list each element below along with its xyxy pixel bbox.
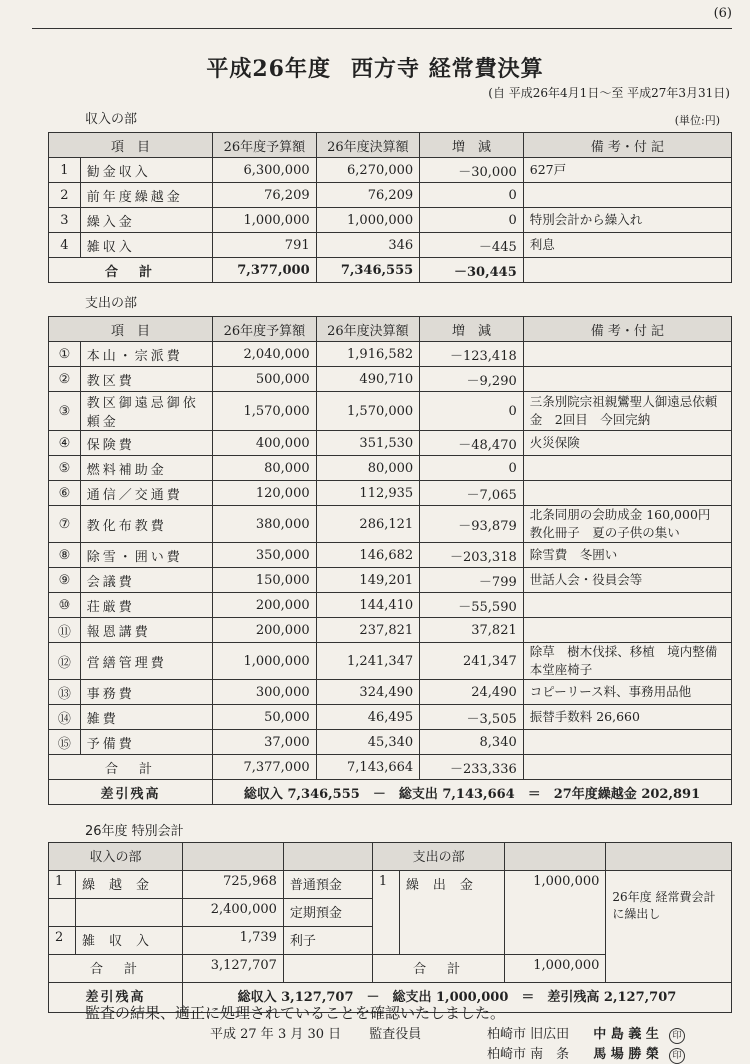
row-diff: －93,879 — [420, 506, 524, 543]
row-budget: 1,570,000 — [213, 392, 317, 431]
sp-income-row: 2 雑収入 1,739 利子 — [49, 927, 732, 955]
table-row — [49, 367, 732, 392]
auditor-signature: 柏崎市 南 条 馬 場 勝 榮 印 — [487, 1043, 685, 1064]
total-label: 合 計 — [49, 258, 213, 283]
table-row — [49, 481, 732, 506]
row-number: ② — [49, 367, 81, 392]
seal-icon: 印 — [669, 1048, 685, 1064]
income-table — [48, 132, 732, 283]
sp-income-row: 2,400,000 定期預金 — [49, 899, 732, 927]
row-note: 世話人会・役員会等 — [523, 568, 731, 593]
row-diff: 0 — [420, 208, 524, 233]
row-item: 荘厳費 — [80, 593, 212, 618]
income-total-row — [49, 258, 732, 283]
sp-total-row: 合 計 3,127,707 合 計 1,000,000 — [49, 955, 732, 983]
row-actual: 286,121 — [316, 506, 420, 543]
table-row — [49, 543, 732, 568]
row-budget: 6,300,000 — [213, 158, 317, 183]
col-diff: 増 減 — [420, 133, 524, 158]
table-row — [49, 506, 732, 543]
special-heading: 26年度 特別会計 — [85, 824, 184, 839]
row-actual: 76,209 — [316, 183, 420, 208]
fiscal-period: (自 平成26年4月1日～至 平成27年3月31日) — [488, 86, 730, 100]
row-budget: 1,000,000 — [213, 208, 317, 233]
table-row — [49, 643, 732, 680]
row-diff: －9,290 — [420, 367, 524, 392]
row-diff: －30,000 — [420, 158, 524, 183]
row-number: ① — [49, 342, 81, 367]
row-number: ③ — [49, 392, 81, 431]
row-actual: 45,340 — [316, 730, 420, 755]
row-diff: －55,590 — [420, 593, 524, 618]
row-actual: 1,916,582 — [316, 342, 420, 367]
row-diff: 37,821 — [420, 618, 524, 643]
col-item: 項 目 — [49, 133, 213, 158]
row-number: ⑫ — [49, 643, 81, 680]
title-fiscal-year: 平成26年度 — [206, 56, 331, 82]
sp-income-header: 収入の部 — [49, 843, 183, 871]
table-row — [49, 431, 732, 456]
row-note — [523, 367, 731, 392]
total-budget: 7,377,000 — [213, 258, 317, 283]
table-row — [49, 618, 732, 643]
row-item: 本山・宗派費 — [80, 342, 212, 367]
row-note: コピーリース料、事務用品他 — [523, 680, 731, 705]
col-budget: 26年度予算額 — [213, 317, 317, 342]
audit-date: 平成 27 年 3 月 30 日 — [210, 1027, 342, 1042]
row-number: ⑭ — [49, 705, 81, 730]
row-budget: 300,000 — [213, 680, 317, 705]
row-budget: 37,000 — [213, 730, 317, 755]
table-row — [49, 705, 732, 730]
row-budget: 350,000 — [213, 543, 317, 568]
row-number: ⑨ — [49, 568, 81, 593]
row-actual: 1,570,000 — [316, 392, 420, 431]
expense-heading: 支出の部 — [85, 296, 138, 311]
table-row — [49, 158, 732, 183]
row-budget: 50,000 — [213, 705, 317, 730]
row-budget: 500,000 — [213, 367, 317, 392]
header-rule — [32, 28, 732, 29]
special-table — [48, 842, 732, 1013]
row-budget: 200,000 — [213, 618, 317, 643]
row-item: 教化布教費 — [80, 506, 212, 543]
row-note — [523, 618, 731, 643]
row-item: 事務費 — [80, 680, 212, 705]
row-actual: 146,682 — [316, 543, 420, 568]
total-actual: 7,143,664 — [316, 755, 420, 780]
col-note: 備 考・付 記 — [523, 317, 731, 342]
sp-balance-row: 差引残高 総収入 3,127,707 － 総支出 1,000,000 ＝ 差引残高 2,127,707 — [49, 983, 732, 1013]
row-number: ⑮ — [49, 730, 81, 755]
row-diff: －7,065 — [420, 481, 524, 506]
row-budget: 2,040,000 — [213, 342, 317, 367]
audit-role: 監査役員 — [369, 1027, 422, 1042]
total-budget: 7,377,000 — [213, 755, 317, 780]
row-note: 火災保険 — [523, 431, 731, 456]
row-number: 4 — [49, 233, 81, 258]
row-actual: 1,000,000 — [316, 208, 420, 233]
row-diff: －445 — [420, 233, 524, 258]
row-diff: 0 — [420, 392, 524, 431]
row-number: ⑪ — [49, 618, 81, 643]
total-actual: 7,346,555 — [316, 258, 420, 283]
table-row — [49, 392, 732, 431]
row-note: 627戸 — [523, 158, 731, 183]
col-actual: 26年度決算額 — [316, 317, 420, 342]
row-actual: 346 — [316, 233, 420, 258]
row-actual: 490,710 — [316, 367, 420, 392]
auditor-signature: 柏崎市 旧広田 中 島 義 生 印 — [487, 1023, 685, 1044]
table-row — [49, 208, 732, 233]
row-item: 繰入金 — [80, 208, 212, 233]
row-budget: 1,000,000 — [213, 643, 317, 680]
total-label: 合 計 — [49, 755, 213, 780]
row-number: ④ — [49, 431, 81, 456]
table-row — [49, 730, 732, 755]
row-diff: 241,347 — [420, 643, 524, 680]
row-note: 北条同朋の会助成金 160,000円 教化冊子 夏の子供の集い — [523, 506, 731, 543]
row-actual: 149,201 — [316, 568, 420, 593]
row-budget: 150,000 — [213, 568, 317, 593]
balance-text: 総収入 7,346,555 － 総支出 7,143,664 ＝ 27年度繰越金 202,891 — [213, 780, 732, 805]
balance-label: 差引残高 — [49, 780, 213, 805]
sp-expense-header: 支出の部 — [372, 843, 505, 871]
row-diff: －3,505 — [420, 705, 524, 730]
table-row — [49, 183, 732, 208]
page-number: (6) — [713, 6, 732, 21]
row-budget: 120,000 — [213, 481, 317, 506]
sp-expense-note: 26年度 経常費会計 に繰出し — [606, 871, 732, 983]
row-budget: 380,000 — [213, 506, 317, 543]
row-item: 雑費 — [80, 705, 212, 730]
row-diff: －799 — [420, 568, 524, 593]
table-row — [49, 233, 732, 258]
document-title — [0, 52, 750, 83]
row-actual: 80,000 — [316, 456, 420, 481]
row-diff: －48,470 — [420, 431, 524, 456]
row-note — [523, 481, 731, 506]
row-actual: 1,241,347 — [316, 643, 420, 680]
row-budget: 791 — [213, 233, 317, 258]
audit-date-line — [210, 1023, 421, 1042]
row-item: 保険費 — [80, 431, 212, 456]
row-item: 営繕管理費 — [80, 643, 212, 680]
table-row — [49, 680, 732, 705]
row-number: ⑤ — [49, 456, 81, 481]
row-note: 特別会計から繰入れ — [523, 208, 731, 233]
row-actual: 144,410 — [316, 593, 420, 618]
row-diff: 0 — [420, 456, 524, 481]
row-note: 振替手数料 26,660 — [523, 705, 731, 730]
row-number: ⑦ — [49, 506, 81, 543]
row-number: ⑩ — [49, 593, 81, 618]
row-diff: －123,418 — [420, 342, 524, 367]
row-diff: －203,318 — [420, 543, 524, 568]
audit-statement: 監査の結果、適正に処理されていることを確認いたしました。 — [85, 1004, 506, 1022]
row-budget: 80,000 — [213, 456, 317, 481]
row-actual: 112,935 — [316, 481, 420, 506]
table-row — [49, 456, 732, 481]
income-heading: 収入の部 — [85, 112, 138, 127]
row-note — [523, 456, 731, 481]
row-note: 三条別院宗祖親鸞聖人御遠忌依頼金 2回目 今回完納 — [523, 392, 731, 431]
row-actual: 46,495 — [316, 705, 420, 730]
row-actual: 237,821 — [316, 618, 420, 643]
expense-total-row — [49, 755, 732, 780]
col-diff: 増 減 — [420, 317, 524, 342]
row-number: ⑧ — [49, 543, 81, 568]
row-diff: 24,490 — [420, 680, 524, 705]
row-note — [523, 342, 731, 367]
row-item: 前年度繰越金 — [80, 183, 212, 208]
row-item: 燃料補助金 — [80, 456, 212, 481]
row-budget: 200,000 — [213, 593, 317, 618]
row-item: 教区費 — [80, 367, 212, 392]
row-note — [523, 593, 731, 618]
row-note — [523, 183, 731, 208]
total-diff: －30,445 — [420, 258, 524, 283]
row-item: 勧金収入 — [80, 158, 212, 183]
col-budget: 26年度予算額 — [213, 133, 317, 158]
row-budget: 400,000 — [213, 431, 317, 456]
balance-row — [49, 780, 732, 805]
row-actual: 351,530 — [316, 431, 420, 456]
row-item: 報恩講費 — [80, 618, 212, 643]
sp-income-row: 1 繰越金 725,968 普通預金 1 繰出金 1,000,000 26年度 経常費会計 に繰出し — [49, 871, 732, 899]
row-note: 利息 — [523, 233, 731, 258]
row-item: 会議費 — [80, 568, 212, 593]
col-item: 項 目 — [49, 317, 213, 342]
table-row — [49, 593, 732, 618]
title-org: 西方寺 経常費決算 — [350, 56, 544, 82]
row-budget: 76,209 — [213, 183, 317, 208]
col-note: 備 考・付 記 — [523, 133, 731, 158]
row-number: 1 — [49, 158, 81, 183]
row-note: 除雪費 冬囲い — [523, 543, 731, 568]
row-note — [523, 730, 731, 755]
table-row — [49, 342, 732, 367]
seal-icon: 印 — [669, 1028, 685, 1044]
row-number: ⑬ — [49, 680, 81, 705]
row-note: 除草 樹木伐採、移植 境内整備 本堂座椅子 — [523, 643, 731, 680]
unit-label: (単位:円) — [674, 114, 720, 127]
row-item: 教区御遠忌御依頼金 — [80, 392, 212, 431]
row-number: 3 — [49, 208, 81, 233]
row-item: 予備費 — [80, 730, 212, 755]
row-diff: 0 — [420, 183, 524, 208]
row-actual: 6,270,000 — [316, 158, 420, 183]
row-number: ⑥ — [49, 481, 81, 506]
row-item: 雑収入 — [80, 233, 212, 258]
col-actual: 26年度決算額 — [316, 133, 420, 158]
row-item: 除雪・囲い費 — [80, 543, 212, 568]
table-row — [49, 568, 732, 593]
row-actual: 324,490 — [316, 680, 420, 705]
row-number: 2 — [49, 183, 81, 208]
expense-table — [48, 316, 732, 805]
row-item: 通信／交通費 — [80, 481, 212, 506]
row-diff: 8,340 — [420, 730, 524, 755]
total-diff: －233,336 — [420, 755, 524, 780]
